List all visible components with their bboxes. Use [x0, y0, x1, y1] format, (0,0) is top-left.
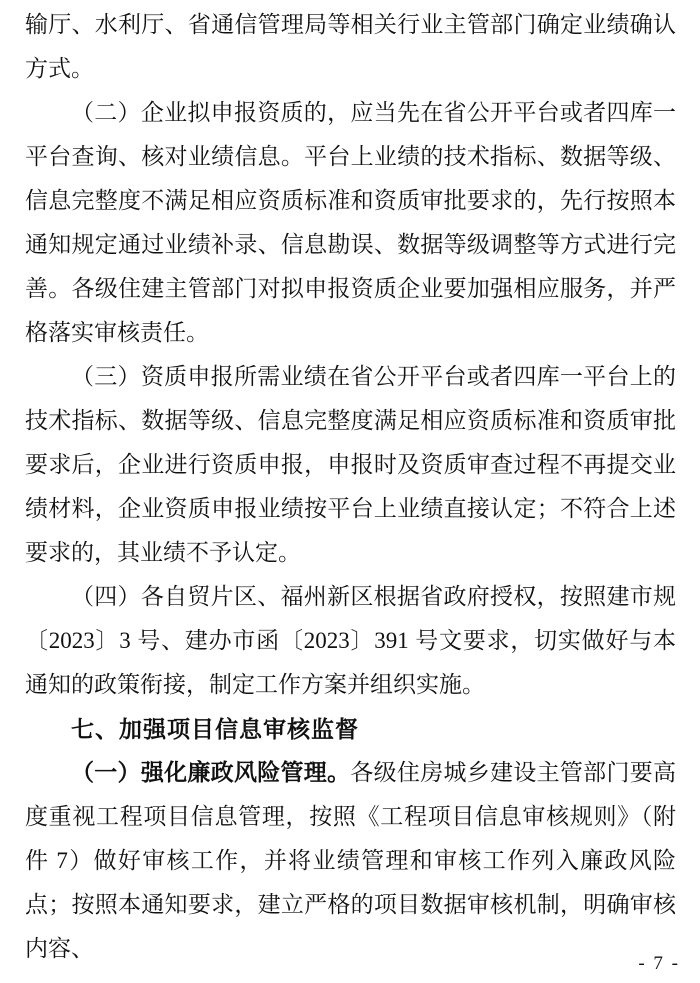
- paragraph-item-1-bold-lead: （一）强化廉政风险管理。: [71, 760, 351, 785]
- paragraph-item-2: （二）企业拟申报资质的，应当先在省公开平台或者四库一平台查询、核对业绩信息。平台上业绩的技术指标、数据等级、信息完整度不满足相应资质标准和资质审批要求的，先行按照本通知规定通过业绩补录、信息勘误、数据等级调整等方式进行完善。各级住建主管部门对拟申报资质企业要加强相应服务，并严格落实审核责任。: [25, 100, 676, 345]
- paragraph-continuation: 输厅、水利厅、省通信管理局等相关行业主管部门确定业绩确认方式。: [25, 12, 676, 81]
- section-heading-7: 七、加强项目信息审核监督: [71, 716, 359, 742]
- document-body: [25, 3, 676, 971]
- paragraph-section7-item-1: [25, 751, 676, 971]
- paragraph-item-1-body: 各级住房城乡建设主管部门要高度重视工程项目信息管理，按照《工程项目信息审核规则》（附件 7）做好审核工作，并将业绩管理和审核工作列入廉政风险点；按照本通知要求，建立严格的项目数据审核机制，明确审核内容、: [25, 760, 677, 961]
- paragraph-item-3: （三）资质申报所需业绩在省公开平台或者四库一平台上的技术指标、数据等级、信息完整度满足相应资质标准和资质审批要求后，企业进行资质申报，申报时及资质审查过程不再提交业绩材料，企业资质申报业绩按平台上业绩直接认定；不符合上述要求的，其业绩不予认定。: [25, 364, 676, 565]
- page-number: - 7 -: [638, 953, 680, 974]
- paragraph-item-4: （四）各自贸片区、福州新区根据省政府授权，按照建市规〔2023〕3 号、建办市函〔2023〕391 号文要求，切实做好与本通知的政策衔接，制定工作方案并组织实施。: [25, 584, 676, 697]
